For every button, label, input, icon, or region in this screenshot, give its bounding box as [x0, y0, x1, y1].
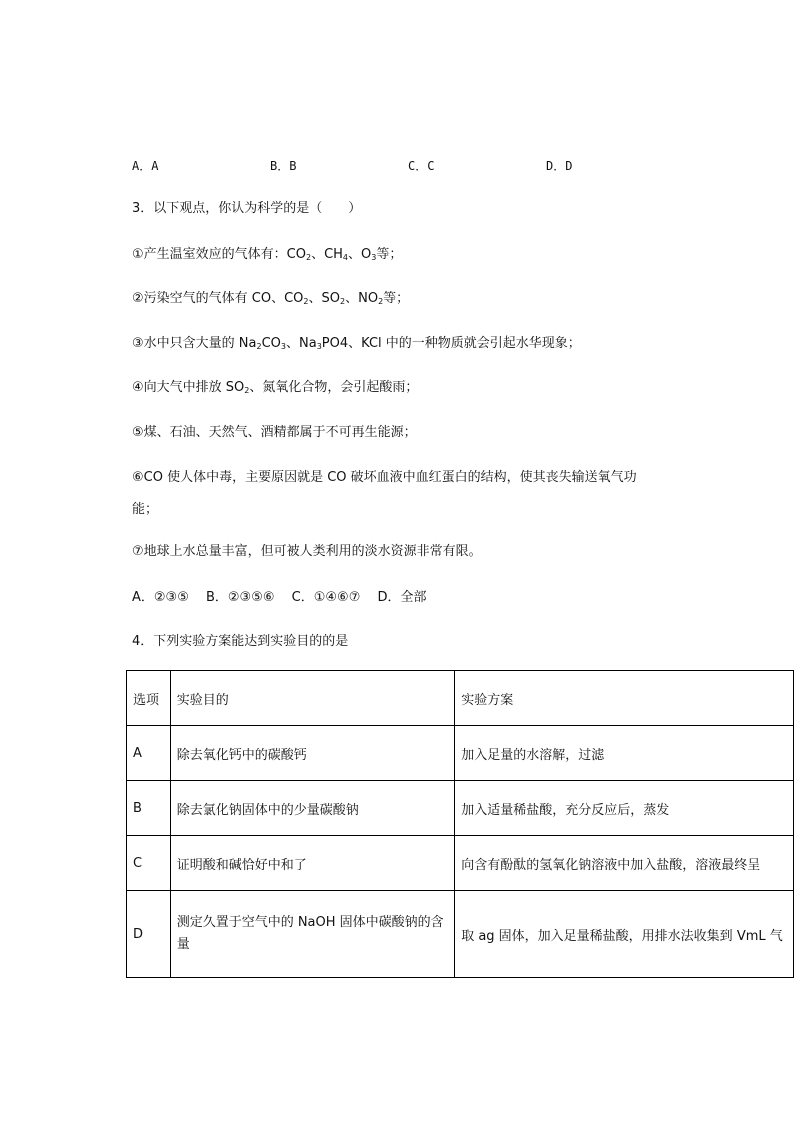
table-row	[127, 891, 794, 978]
table-cell: B	[127, 781, 171, 836]
table-cell: 向含有酚酞的氢氧化钠溶液中加入盐酸，溶液最终呈	[455, 836, 794, 891]
q3-statement-6-line-1: ⑥CO 使人体中毒，主要原因就是 CO 破坏血液中血红蛋白的结构，使其丧失输送氧气功	[132, 470, 637, 485]
q3-statement-7: ⑦地球上水总量丰富，但可被人类利用的淡水资源非常有限。	[132, 544, 482, 559]
q2-option-a: A．A	[132, 159, 159, 173]
table-cell: D	[127, 891, 171, 978]
table-row	[127, 781, 794, 836]
table-cell: A	[127, 726, 171, 781]
q3-options: A．②③⑤ B．②③⑤⑥ C．①④⑥⑦ D．全部	[132, 590, 427, 605]
table-cell: 证明酸和碱恰好中和了	[170, 836, 455, 891]
table-cell: C	[127, 836, 171, 891]
q4-stem: 4．下列实验方案能达到实验目的的是	[132, 634, 349, 649]
table-row	[127, 836, 794, 891]
q3-statement-2: ②污染空气的气体有 CO、$CO_2$、$SO_2$、$NO_2$等；	[132, 291, 410, 306]
q4-table	[126, 670, 794, 978]
q2-option-d: D．D	[546, 159, 573, 173]
table-cell: 除去氧化钙中的碳酸钙	[170, 726, 455, 781]
table-header-row	[127, 671, 794, 726]
q2-option-c: C．C	[408, 159, 435, 173]
q3-statement-4: ④向大气中排放 $SO_2$、氮氧化合物，会引起酸雨；	[132, 380, 419, 395]
q3-stem: 3．以下观点，你认为科学的是（ ）	[132, 201, 362, 216]
table-cell: 除去氯化钠固体中的少量碳酸钠	[170, 781, 455, 836]
header-cell: 实验目的	[170, 671, 455, 726]
q3-statement-5: ⑤煤、石油、天然气、酒精都属于不可再生能源；	[132, 425, 417, 440]
q2-option-b: B．B	[270, 159, 297, 173]
table-row	[127, 726, 794, 781]
table-cell: 测定久置于空气中的 NaOH 固体中碳酸钠的含量	[170, 891, 455, 978]
q3-statement-1: ①产生温室效应的气体有：$CO_2$、$CH_4$、$O_3$等；	[132, 247, 403, 262]
table-cell: 取 ag 固体，加入足量稀盐酸，用排水法收集到 VmL 气	[455, 891, 794, 978]
header-cell: 选项	[127, 671, 171, 726]
table-cell: 加入适量稀盐酸，充分反应后，蒸发	[455, 781, 794, 836]
q3-statement-3: ③水中只含大量的 $Na_2CO_3$、$Na_3PO4$、KCl 中的一种物质就会引起水华现象；	[132, 336, 581, 351]
q3-statement-6-line-2: 能；	[132, 502, 159, 517]
header-cell: 实验方案	[455, 671, 794, 726]
table-cell: 加入足量的水溶解，过滤	[455, 726, 794, 781]
